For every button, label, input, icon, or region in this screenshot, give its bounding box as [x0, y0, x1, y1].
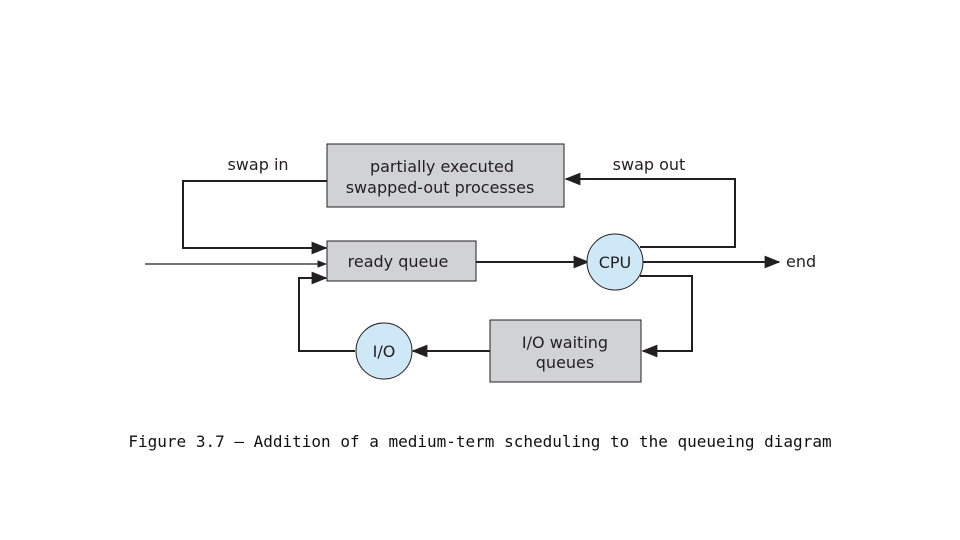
io-waiting-label-line2: queues — [535, 353, 595, 372]
swap-out-arrow — [566, 179, 735, 247]
swapped-out-label-line1: partially executed — [369, 157, 515, 176]
swap-in-arrow — [183, 181, 327, 248]
io-waiting-label-line1: I/O waiting — [521, 333, 609, 352]
swapped-out-processes-box — [327, 144, 564, 207]
cpu-label: CPU — [598, 253, 632, 272]
ready-queue-box — [327, 241, 476, 281]
swap-out-label: swap out — [612, 155, 686, 174]
io-label: I/O — [372, 342, 396, 361]
cpu-to-io-waiting-arrow — [640, 276, 692, 351]
cpu-node — [587, 234, 643, 290]
end-label: end — [786, 252, 817, 271]
swapped-out-label-line2: swapped-out processes — [345, 178, 535, 197]
figure-caption: Figure 3.7 – Addition of a medium-term scheduling to the queueing diagram — [128, 432, 832, 451]
swap-in-label: swap in — [227, 155, 289, 174]
io-node — [356, 323, 412, 379]
io-waiting-queues-box — [490, 320, 641, 382]
ready-queue-label: ready queue — [347, 252, 449, 271]
io-to-ready-arrow — [299, 278, 355, 351]
